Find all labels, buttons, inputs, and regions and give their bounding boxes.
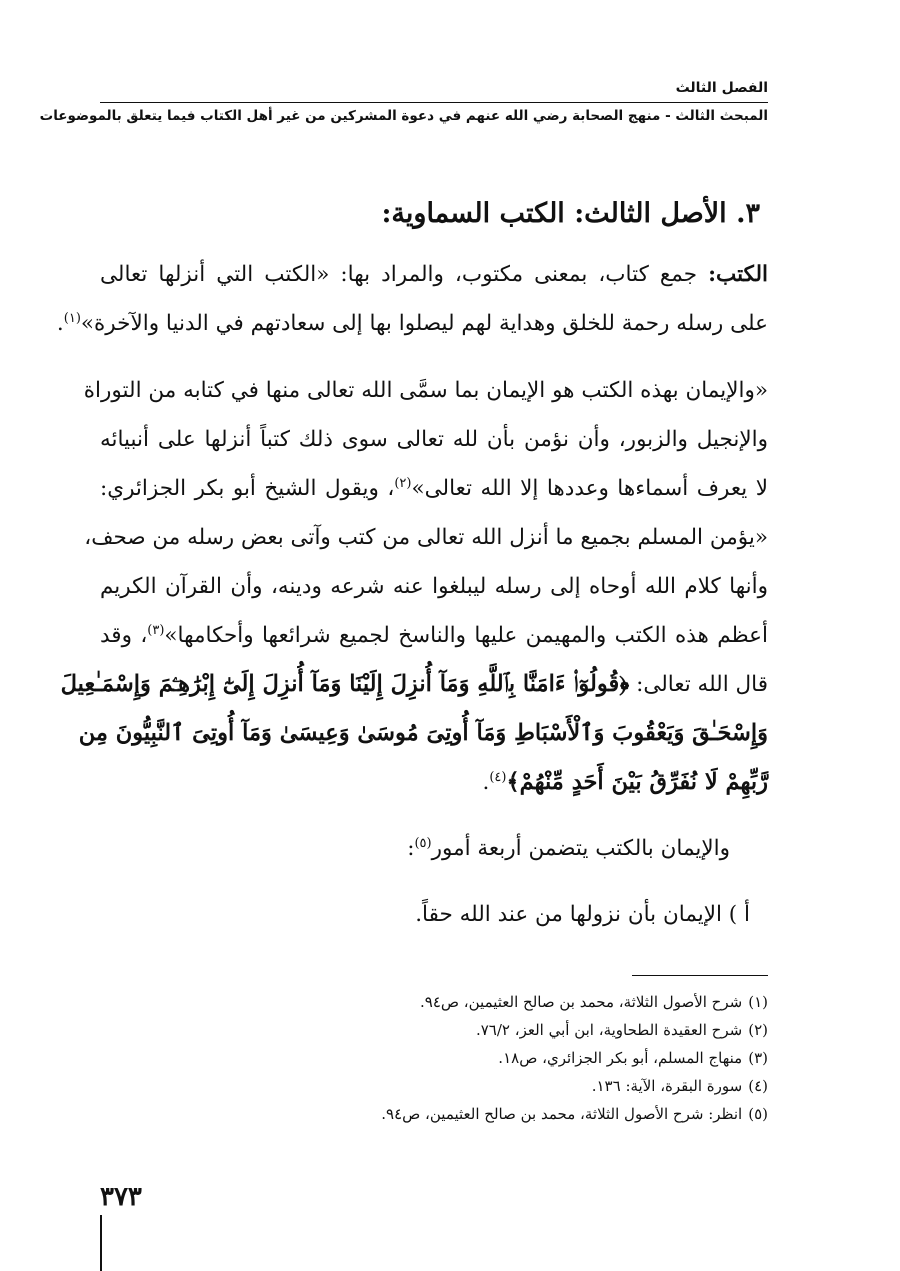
term-label: الكتب:	[708, 262, 768, 287]
footnote-number: (٣)	[748, 1049, 768, 1067]
header-rule	[100, 102, 768, 103]
footnote-text: انظر: شرح الأصول الثلاثة، محمد بن صالح العثيمين، ص٩٤.	[381, 1105, 743, 1123]
footnote-2	[100, 1016, 768, 1044]
belief-line-3-text-end: ، ويقول الشيخ أبو بكر الجزائري:	[100, 476, 395, 501]
belief-line-3-text: لا يعرف أسماءها وعددها إلا الله تعالى»	[411, 476, 769, 501]
footnote-number: (١)	[748, 993, 768, 1011]
footnote-number: (٢)	[748, 1021, 768, 1039]
footnote-3	[100, 1044, 768, 1072]
list-item-a: أ ) الإيمان بأن نزولها من عند الله حقاً.	[415, 902, 750, 927]
belief-line-6	[100, 611, 768, 660]
belief-line-9	[100, 758, 768, 807]
footnote-ref-3[interactable]: (٣)	[147, 622, 165, 638]
belief-line-5: وأنها كلام الله أوحاه إلى رسله ليبلغوا عنه شرعه ودينه، وأن القرآن الكريم	[100, 574, 768, 599]
paragraph-four-matters	[407, 836, 730, 861]
margin-line	[100, 1215, 102, 1271]
footnote-text: شرح الأصول الثلاثة، محمد بن صالح العثيمين، ص٩٤.	[419, 993, 743, 1011]
footnote-4	[100, 1072, 768, 1100]
quran-verse-line-2: وَإِسْحَـٰقَ وَيَعْقُوبَ وَٱلْأَسْبَاطِ وَمَآ أُوتِىَ مُوسَىٰ وَعِيسَىٰ وَمَآ أُوتِىَ ٱلنَّبِيُّونَ مِن	[78, 720, 768, 746]
belief-line-3	[100, 464, 768, 513]
section-title: المبحث الثالث - منهج الصحابة رضي الله عنهم في دعوة المشركين من غير أهل الكتاب فيما يتعلق بالموضوعات	[39, 108, 768, 124]
footnote-ref-5[interactable]: (٥)	[414, 835, 432, 851]
belief-line-6-text-end: ، وقد	[100, 623, 148, 648]
footnote-number: (٥)	[748, 1105, 768, 1123]
footnote-text: شرح العقيدة الطحاوية، ابن أبي العز، ٧٦/٢.	[475, 1021, 743, 1039]
definition-line-2: على رسله رحمة للخلق وهداية لهم ليصلوا بها إلى سعادتهم في الدنيا والآخرة»	[80, 311, 768, 336]
punctuation: .	[56, 311, 64, 336]
footnote-ref-1[interactable]: (١)	[63, 310, 81, 326]
belief-line-4: «يؤمن المسلم بجميع ما أنزل الله تعالى من كتب وآتى بعض رسله من صحف،	[84, 525, 768, 550]
quran-verse-line-1: ﴿قُولُوٓا۟ ءَامَنَّا بِٱللَّهِ وَمَآ أُنزِلَ إِلَيْنَا وَمَآ أُنزِلَ إِلَىٰٓ إِبْرَٰهِـۧمَ وَإِسْمَـٰعِيلَ	[60, 671, 630, 697]
footnote-rule	[632, 975, 768, 976]
belief-line-6-text: أعظم هذه الكتب والمهيمن عليها والناسخ لجميع شرائعها وأحكامها»	[164, 623, 768, 648]
punctuation: .	[482, 770, 490, 795]
footnote-text: منهاج المسلم، أبو بكر الجزائري، ص١٨.	[498, 1049, 743, 1067]
quran-verse-line-3: رَّبِّهِمْ لَا نُفَرِّقُ بَيْنَ أَحَدٍ مِّنْهُمْ﴾	[506, 769, 768, 795]
footnotes	[100, 988, 768, 1128]
quran-intro: قال الله تعالى:	[629, 672, 768, 697]
footnote-ref-4[interactable]: (٤)	[489, 769, 507, 785]
footnote-number: (٤)	[748, 1077, 768, 1095]
section-heading: ٣. الأصل الثالث: الكتب السماوية:	[381, 198, 760, 229]
punctuation: :	[407, 836, 415, 861]
belief-line-2: والإنجيل والزبور، وأن نؤمن بأن لله تعالى سوى ذلك كتباً أنزلها على أنبيائه	[100, 427, 768, 452]
footnote-5	[100, 1100, 768, 1128]
paragraph-definition	[56, 250, 768, 348]
four-matters-text: والإيمان بالكتب يتضمن أربعة أمور	[431, 836, 730, 861]
footnote-ref-2[interactable]: (٢)	[394, 475, 412, 491]
footnote-1	[100, 988, 768, 1016]
belief-line-7	[60, 660, 768, 709]
page-number: ٣٧٣	[100, 1182, 142, 1212]
definition-line-1: جمع كتاب، بمعنى مكتوب، والمراد بها: «الكتب التي أنزلها تعالى	[100, 262, 698, 287]
belief-line-1: «والإيمان بهذه الكتب هو الإيمان بما سمَّى الله تعالى منها في كتابه من التوراة	[83, 378, 768, 403]
footnote-text: سورة البقرة، الآية: ١٣٦.	[591, 1077, 743, 1095]
chapter-title: الفصل الثالث	[675, 80, 768, 96]
paragraph-belief	[60, 366, 769, 807]
